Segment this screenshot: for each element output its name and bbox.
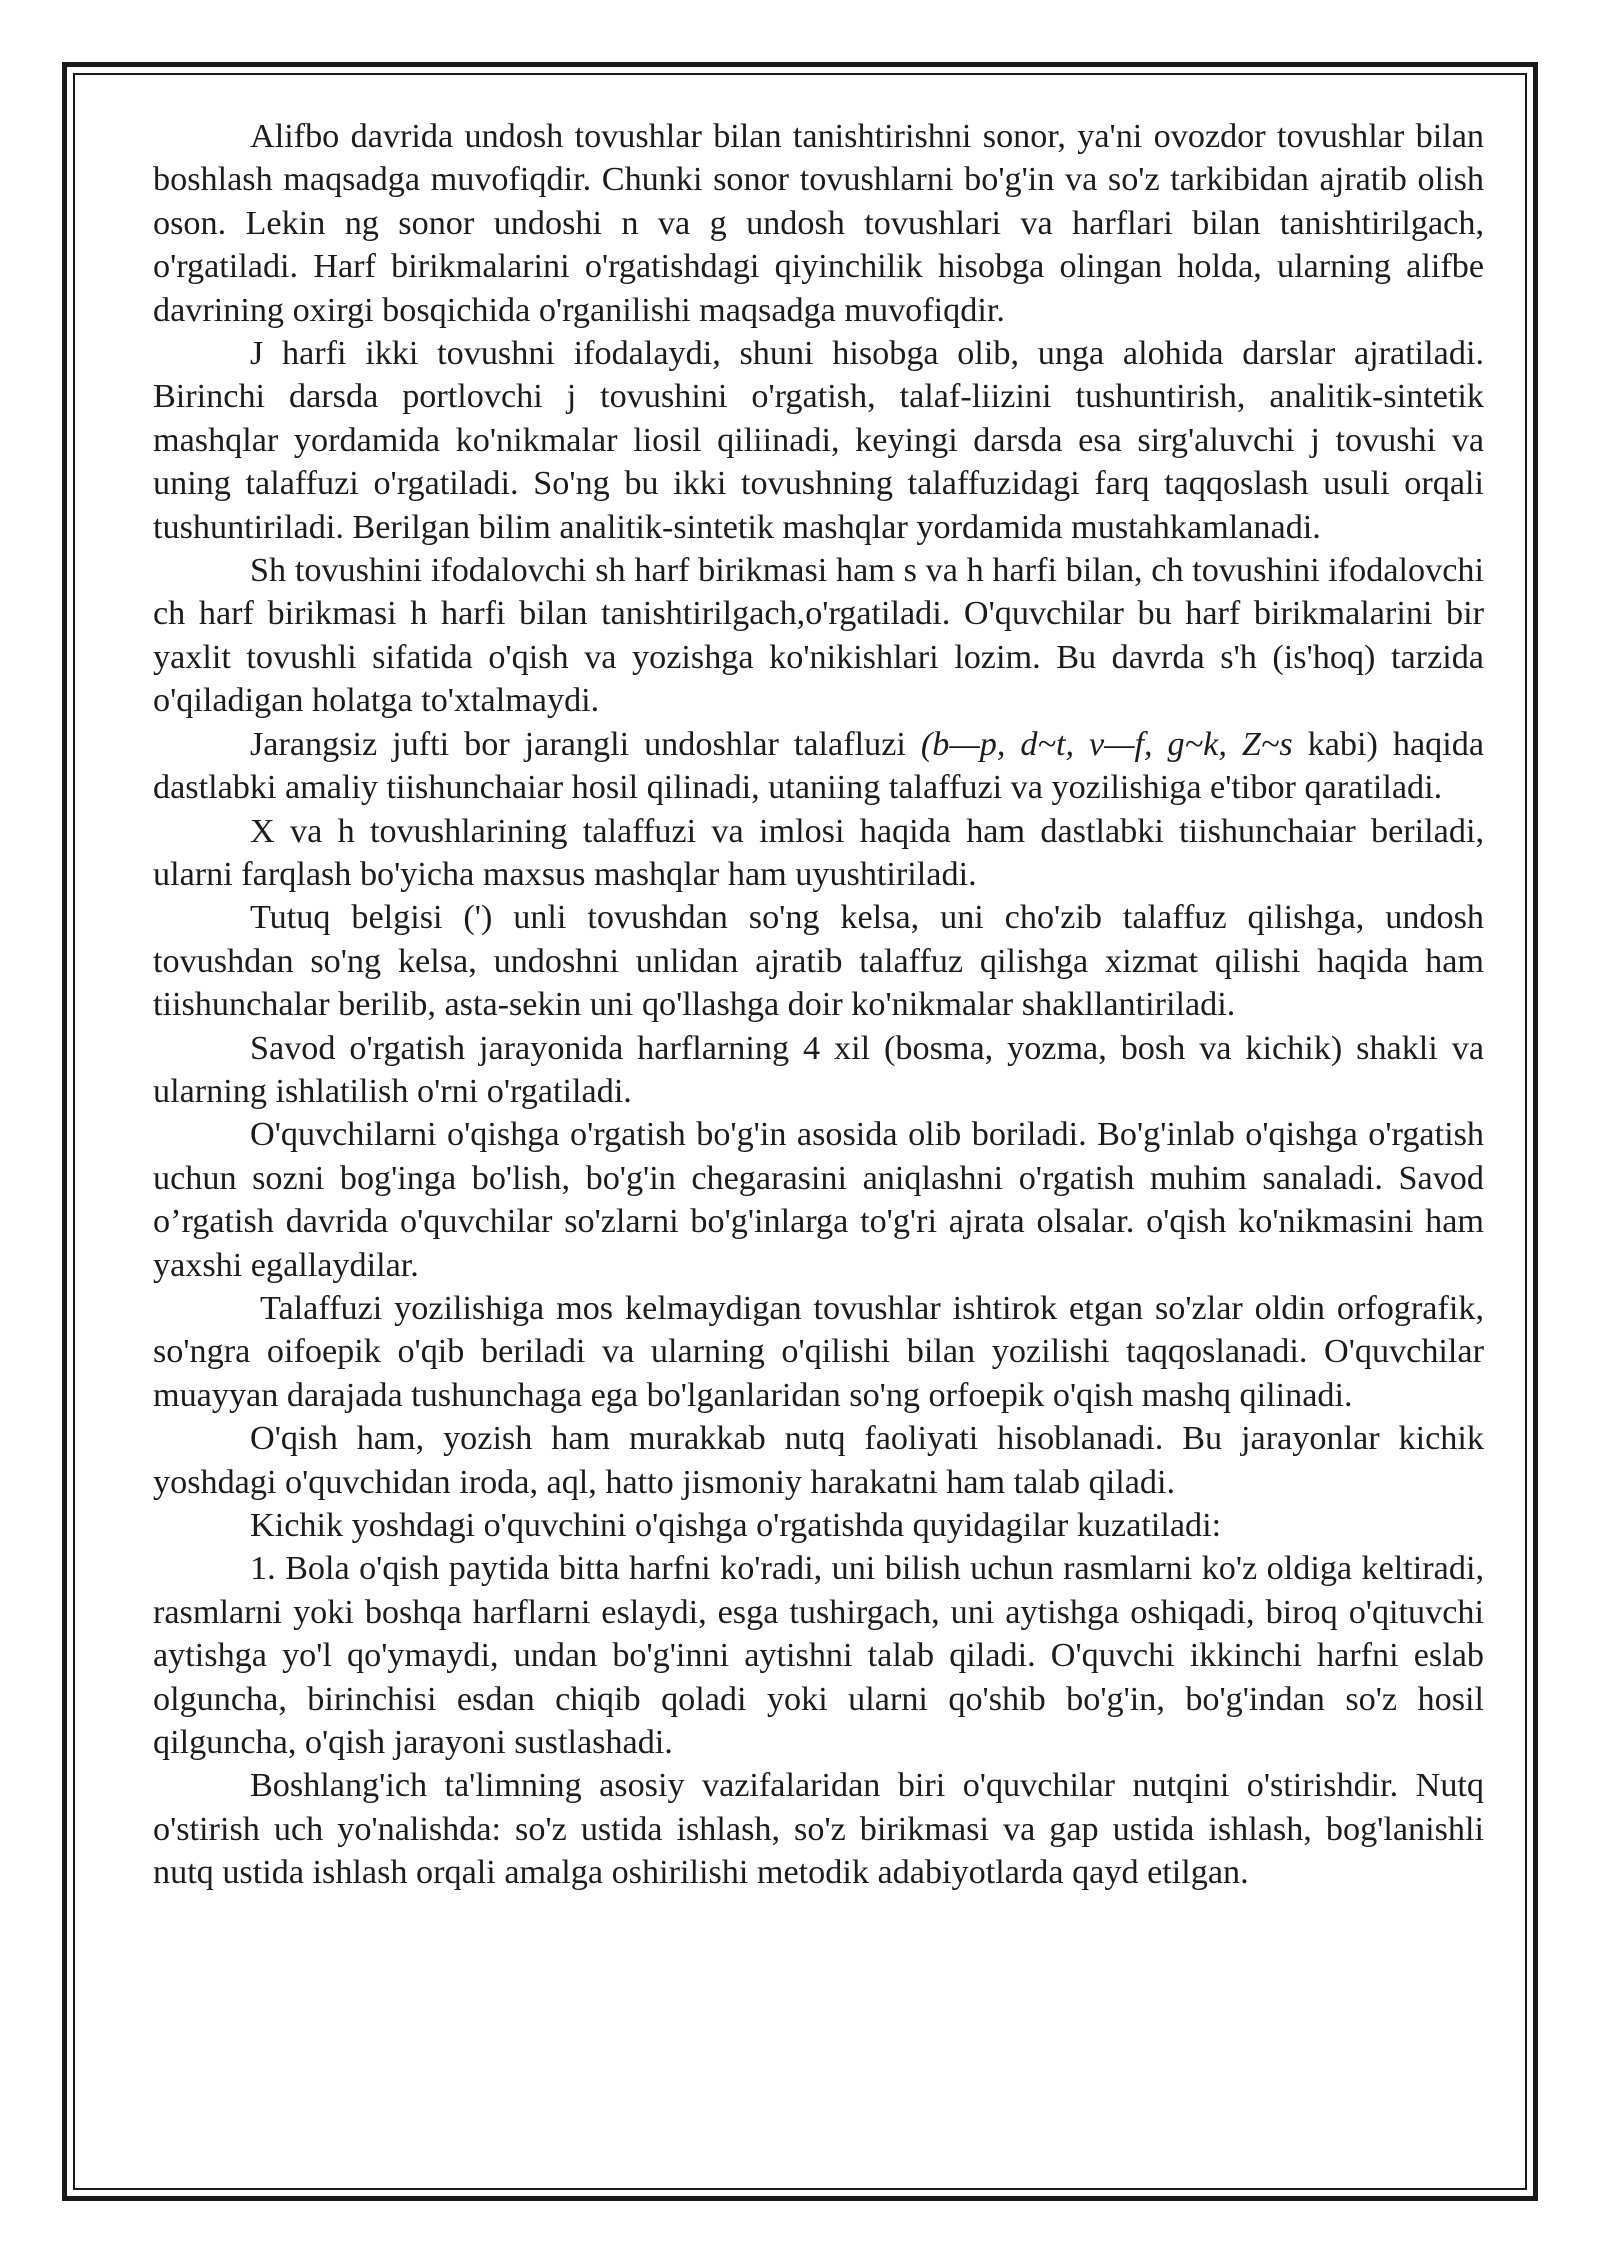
paragraph: Tutuq belgisi (') unli tovushdan so'ng kelsa, uni cho'zib talaffuz qilishga, undosh tovushdan so'ng kelsa, undoshni unlidan ajratib talaffuz qilishga xizmat qilishi haqida ham tiishunchalar berilib, asta-sekin uni qo'llashga doir ko'nikmalar shakllantiriladi. — [153, 899, 1484, 1024]
paragraph: O'quvchilarni o'qishga o'rgatish bo'g'in asosida olib boriladi. Bo'g'inlab o'qishga o'rgatish uchun sozni bog'inga bo'lish, bo'g'in chegarasini aniqlashni o'rgatish muhim sanaladi. Savod o’rgatish davrida o'quvchilar so'zlarni bo'g'inlarga to'g'ri ajrata olsalar. o'qish ko'nikmasini ham yaxshi egallaydilar. — [153, 1116, 1484, 1284]
document-body — [153, 115, 1484, 1895]
list-item-paragraph: 1. Bola o'qish paytida bitta harfni ko'radi, uni bilish uchun rasmlarni ko'z oldiga keltiradi, rasmlarni yoki boshqa harflarni eslaydi, esga tushirgach, uni aytishga oshiqadi, biroq o'qituvchi aytishga yo'l qo'ymaydi, undan bo'g'inni aytishni talab qiladi. O'quvchi ikkinchi harfni eslab olguncha, birinchisi esdan chiqib qoladi yoki ularni qo'shib bo'g'in, bo'g'indan so'z hosil qilguncha, o'qish jarayoni sustlashadi. — [153, 1550, 1484, 1762]
paragraph: Alifbo davrida undosh tovushlar bilan tanishtirishni sonor, ya'ni ovozdor tovushlar bilan boshlash maqsadga muvofiqdir. Chunki sonor tovushlarni bo'g'in va so'z tarkibidan ajratib olish oson. Lekin ng sonor undoshi n va g undosh tovushlari va harflari bilan tanishtirilgach, o'rgatiladi. Harf birikmalarini o'rgatishdagi qiyinchilik hisobga olingan holda, ularning alifbe davrining oxirgi bosqichida o'rganilishi maqsadga muvofiqdir. — [153, 118, 1484, 329]
paragraph: Savod o'rgatish jarayonida harflarning 4 xil (bosma, yozma, bosh va kichik) shakli va ularning ishlatilish o'rni o'rgatiladi. — [153, 1029, 1484, 1110]
italic-examples: (b—p, d~t, v—f, g~k, Z~s — [920, 725, 1293, 763]
paragraph: Kichik yoshdagi o'quvchini o'qishga o'rgatishda quyidagilar kuzatiladi: — [250, 1507, 1222, 1544]
paragraph: Sh tovushini ifodalovchi sh harf birikmasi ham s va h harfi bilan, ch tovushini ifodalovchi ch harf birikmasi h harfi bilan tanishtirilgach,o'rgatiladi. O'quvchilar bu harf birikmalarini bir yaxlit tovushli sifatida o'qish va yozishga ko'nikishlari lozim. Bu davrda s'h (is'hoq) tarzida o'qiladigan holatga to'xtalmaydi. — [153, 552, 1484, 720]
paragraph — [153, 723, 1484, 810]
paragraph: Boshlang'ich ta'limning asosiy vazifalaridan biri o'quvchilar nutqini o'stirishdir. Nutq o'stirish uch yo'nalishda: so'z ustida ishlash, so'z birikmasi va gap ustida ishlash, bog'lanishli nutq ustida ishlash orqali amalga oshirilishi metodik adabiyotlarda qayd etilgan. — [153, 1767, 1484, 1892]
paragraph: X va h tovushlarining talaffuzi va imlosi haqida ham dastlabki tiishunchaiar beriladi, ularni farqlash bo'yicha maxsus mashqlar ham uyushtiriladi. — [153, 812, 1484, 893]
paragraph-text: kabi) haqida dastlabki amaliy tiishunchaiar hosil qilinadi, utaniing talaffuzi va yozilishiga e'tibor qaratiladi. — [153, 725, 1484, 807]
paragraph: J harfi ikki tovushni ifodalaydi, shuni hisobga olib, unga alohida darslar ajratiladi. Birinchi darsda portlovchi j tovushini o'rgatish, talaf-liizini tushuntirish, analitik-sintetik mashqlar yordamida ko'nikmalar liosil qiliinadi, keyingi darsda esa sirg'aluvchi j tovushi va uning talaffuzi o'rgatiladi. So'ng bu ikki tovushning talaffuzidagi farq taqqoslash usuli orqali tushuntiriladi. Berilgan bilim analitik-sintetik mashqlar yordamida mustahkamlanadi. — [153, 335, 1484, 546]
paragraph-text: Jarangsiz jufti bor jarangli undoshlar talafluzi — [250, 725, 921, 763]
paragraph: O'qish ham, yozish ham murakkab nutq faoliyati hisoblanadi. Bu jarayonlar kichik yoshdagi o'quvchidan iroda, aql, hatto jismoniy harakatni ham talab qiladi. — [153, 1420, 1484, 1501]
paragraph: Talaffuzi yozilishiga mos kelmaydigan tovushlar ishtirok etgan so'zlar oldin orfografik, so'ngra oifoepik o'qib beriladi va ularning o'qilishi bilan yozilishi taqqoslanadi. O'quvchilar muayyan darajada tushunchaga ega bo'lganlaridan so'ng orfoepik o'qish mashq qilinadi. — [153, 1289, 1484, 1414]
